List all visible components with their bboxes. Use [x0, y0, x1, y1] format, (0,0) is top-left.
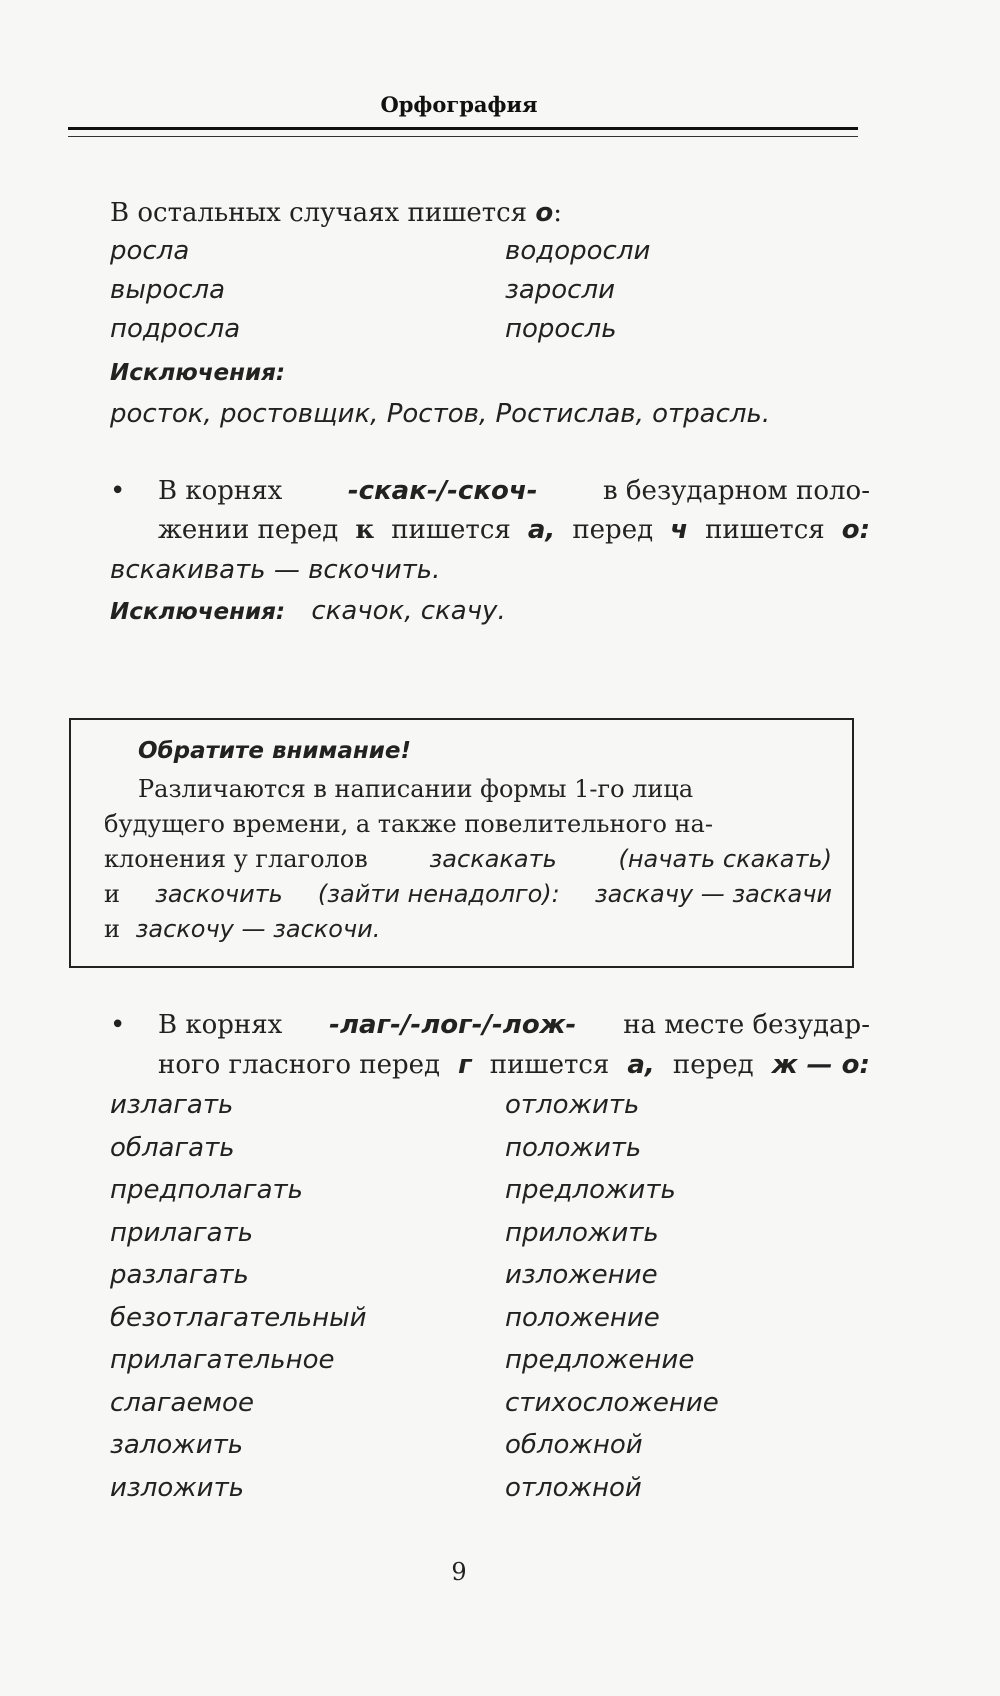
word-right: обложной: [505, 1430, 643, 1460]
word-left: росла: [110, 236, 190, 266]
term: заскочить: [155, 880, 283, 908]
text: в безударном поло-: [603, 476, 870, 506]
text: перед: [572, 515, 654, 545]
word-left: разлагать: [110, 1260, 249, 1290]
exceptions-row: [110, 594, 870, 629]
header-rule: [68, 127, 858, 137]
exceptions-text: росток, ростовщик, Ростов, Ростислав, отрасль.: [110, 399, 771, 429]
root-term: -лаг-/-лог-/-лож-: [329, 1010, 577, 1040]
bullet-icon: •: [110, 476, 126, 506]
word-left: заложить: [110, 1430, 244, 1460]
word-right: положить: [505, 1132, 642, 1163]
letter: ч: [670, 515, 689, 545]
word-right: положение: [505, 1302, 660, 1333]
text: клонения у глаголов: [104, 845, 368, 873]
text: и: [104, 880, 120, 908]
word-right: поросль: [505, 314, 617, 344]
word-right: отложной: [505, 1472, 642, 1503]
word-row: [110, 273, 870, 307]
running-head: Орфография: [380, 92, 538, 117]
text: пишется: [705, 515, 825, 545]
text: жении перед: [158, 515, 339, 545]
term: заскачу — заскачи: [594, 880, 832, 908]
word-left: изложить: [110, 1472, 245, 1503]
term: заскакать: [429, 845, 557, 873]
section3-line2: [158, 1048, 870, 1082]
word-left: подросла: [110, 314, 241, 344]
word-left: предполагать: [110, 1175, 303, 1205]
section2-line1: [110, 474, 870, 508]
text: пишется: [391, 515, 511, 545]
letter: г: [458, 1050, 472, 1080]
word-right: водоросли: [505, 236, 651, 266]
note-title: Обратите внимание!: [138, 738, 411, 764]
example-text: вскакивать — вскочить.: [110, 555, 441, 585]
word-left: слагаемое: [110, 1387, 254, 1418]
text: и: [104, 915, 120, 943]
term: заскочу — заскочи.: [135, 915, 381, 943]
text: ного гласного перед: [158, 1050, 441, 1080]
word-row: [110, 234, 870, 268]
word-left: прилагать: [110, 1217, 254, 1248]
text: пишется: [489, 1050, 610, 1080]
word-right: приложить: [505, 1217, 659, 1248]
page-number: 9: [451, 1558, 467, 1586]
word-left: прилагательное: [110, 1345, 335, 1375]
word-left: облагать: [110, 1132, 235, 1163]
letter: к: [355, 515, 375, 545]
word-row: [110, 1428, 870, 1462]
text: (начать скакать): [618, 845, 832, 873]
word-right: изложение: [505, 1260, 658, 1290]
section2-line2: [158, 513, 870, 547]
word-left: безотлагательный: [110, 1302, 367, 1333]
section3-line1: [110, 1008, 870, 1042]
bullet-icon: •: [110, 1010, 126, 1040]
word-row: [110, 1173, 870, 1207]
text: на месте безудар-: [623, 1010, 870, 1040]
text: перед: [672, 1050, 754, 1080]
word-row: [110, 1216, 870, 1250]
note-line: Различаются в написании формы 1-го лица: [138, 775, 694, 803]
exceptions-label: Исключения:: [110, 360, 286, 386]
word-row: [110, 1131, 870, 1165]
word-row: [110, 1088, 870, 1122]
word-row: [110, 1471, 870, 1505]
word-left: излагать: [110, 1090, 234, 1120]
word-right: предложение: [505, 1345, 695, 1375]
word-row: [110, 1386, 870, 1420]
word-right: стихосложение: [505, 1387, 719, 1418]
letter: ж — о:: [771, 1050, 870, 1080]
note-line: [104, 913, 832, 945]
letter: а,: [627, 1050, 655, 1080]
text: (зайти ненадолго):: [317, 880, 560, 908]
word-right: предложить: [505, 1175, 676, 1205]
note-line: [104, 843, 832, 875]
text: В корнях: [158, 476, 283, 506]
word-row: [110, 312, 870, 346]
intro-letter: о: [535, 198, 554, 228]
letter: о:: [841, 515, 870, 545]
word-right: отложить: [505, 1090, 640, 1120]
exceptions-label: Исключения:: [110, 599, 286, 625]
word-row: [110, 1258, 870, 1292]
letter: а,: [527, 515, 556, 545]
root-term: -скак-/-скоч-: [347, 476, 538, 506]
word-row: [110, 1301, 870, 1335]
word-row: [110, 1343, 870, 1377]
note-line: [104, 878, 832, 910]
text: В корнях: [158, 1010, 283, 1040]
word-left: выросла: [110, 275, 226, 305]
intro-text: В остальных случаях пишется: [110, 198, 528, 228]
note-line: будущего времени, а также повелительного на-: [104, 810, 713, 838]
exceptions-text: скачок, скачу.: [311, 596, 506, 626]
word-right: заросли: [505, 275, 615, 305]
section1-intro: В остальных случаях пишется о:: [110, 198, 562, 228]
